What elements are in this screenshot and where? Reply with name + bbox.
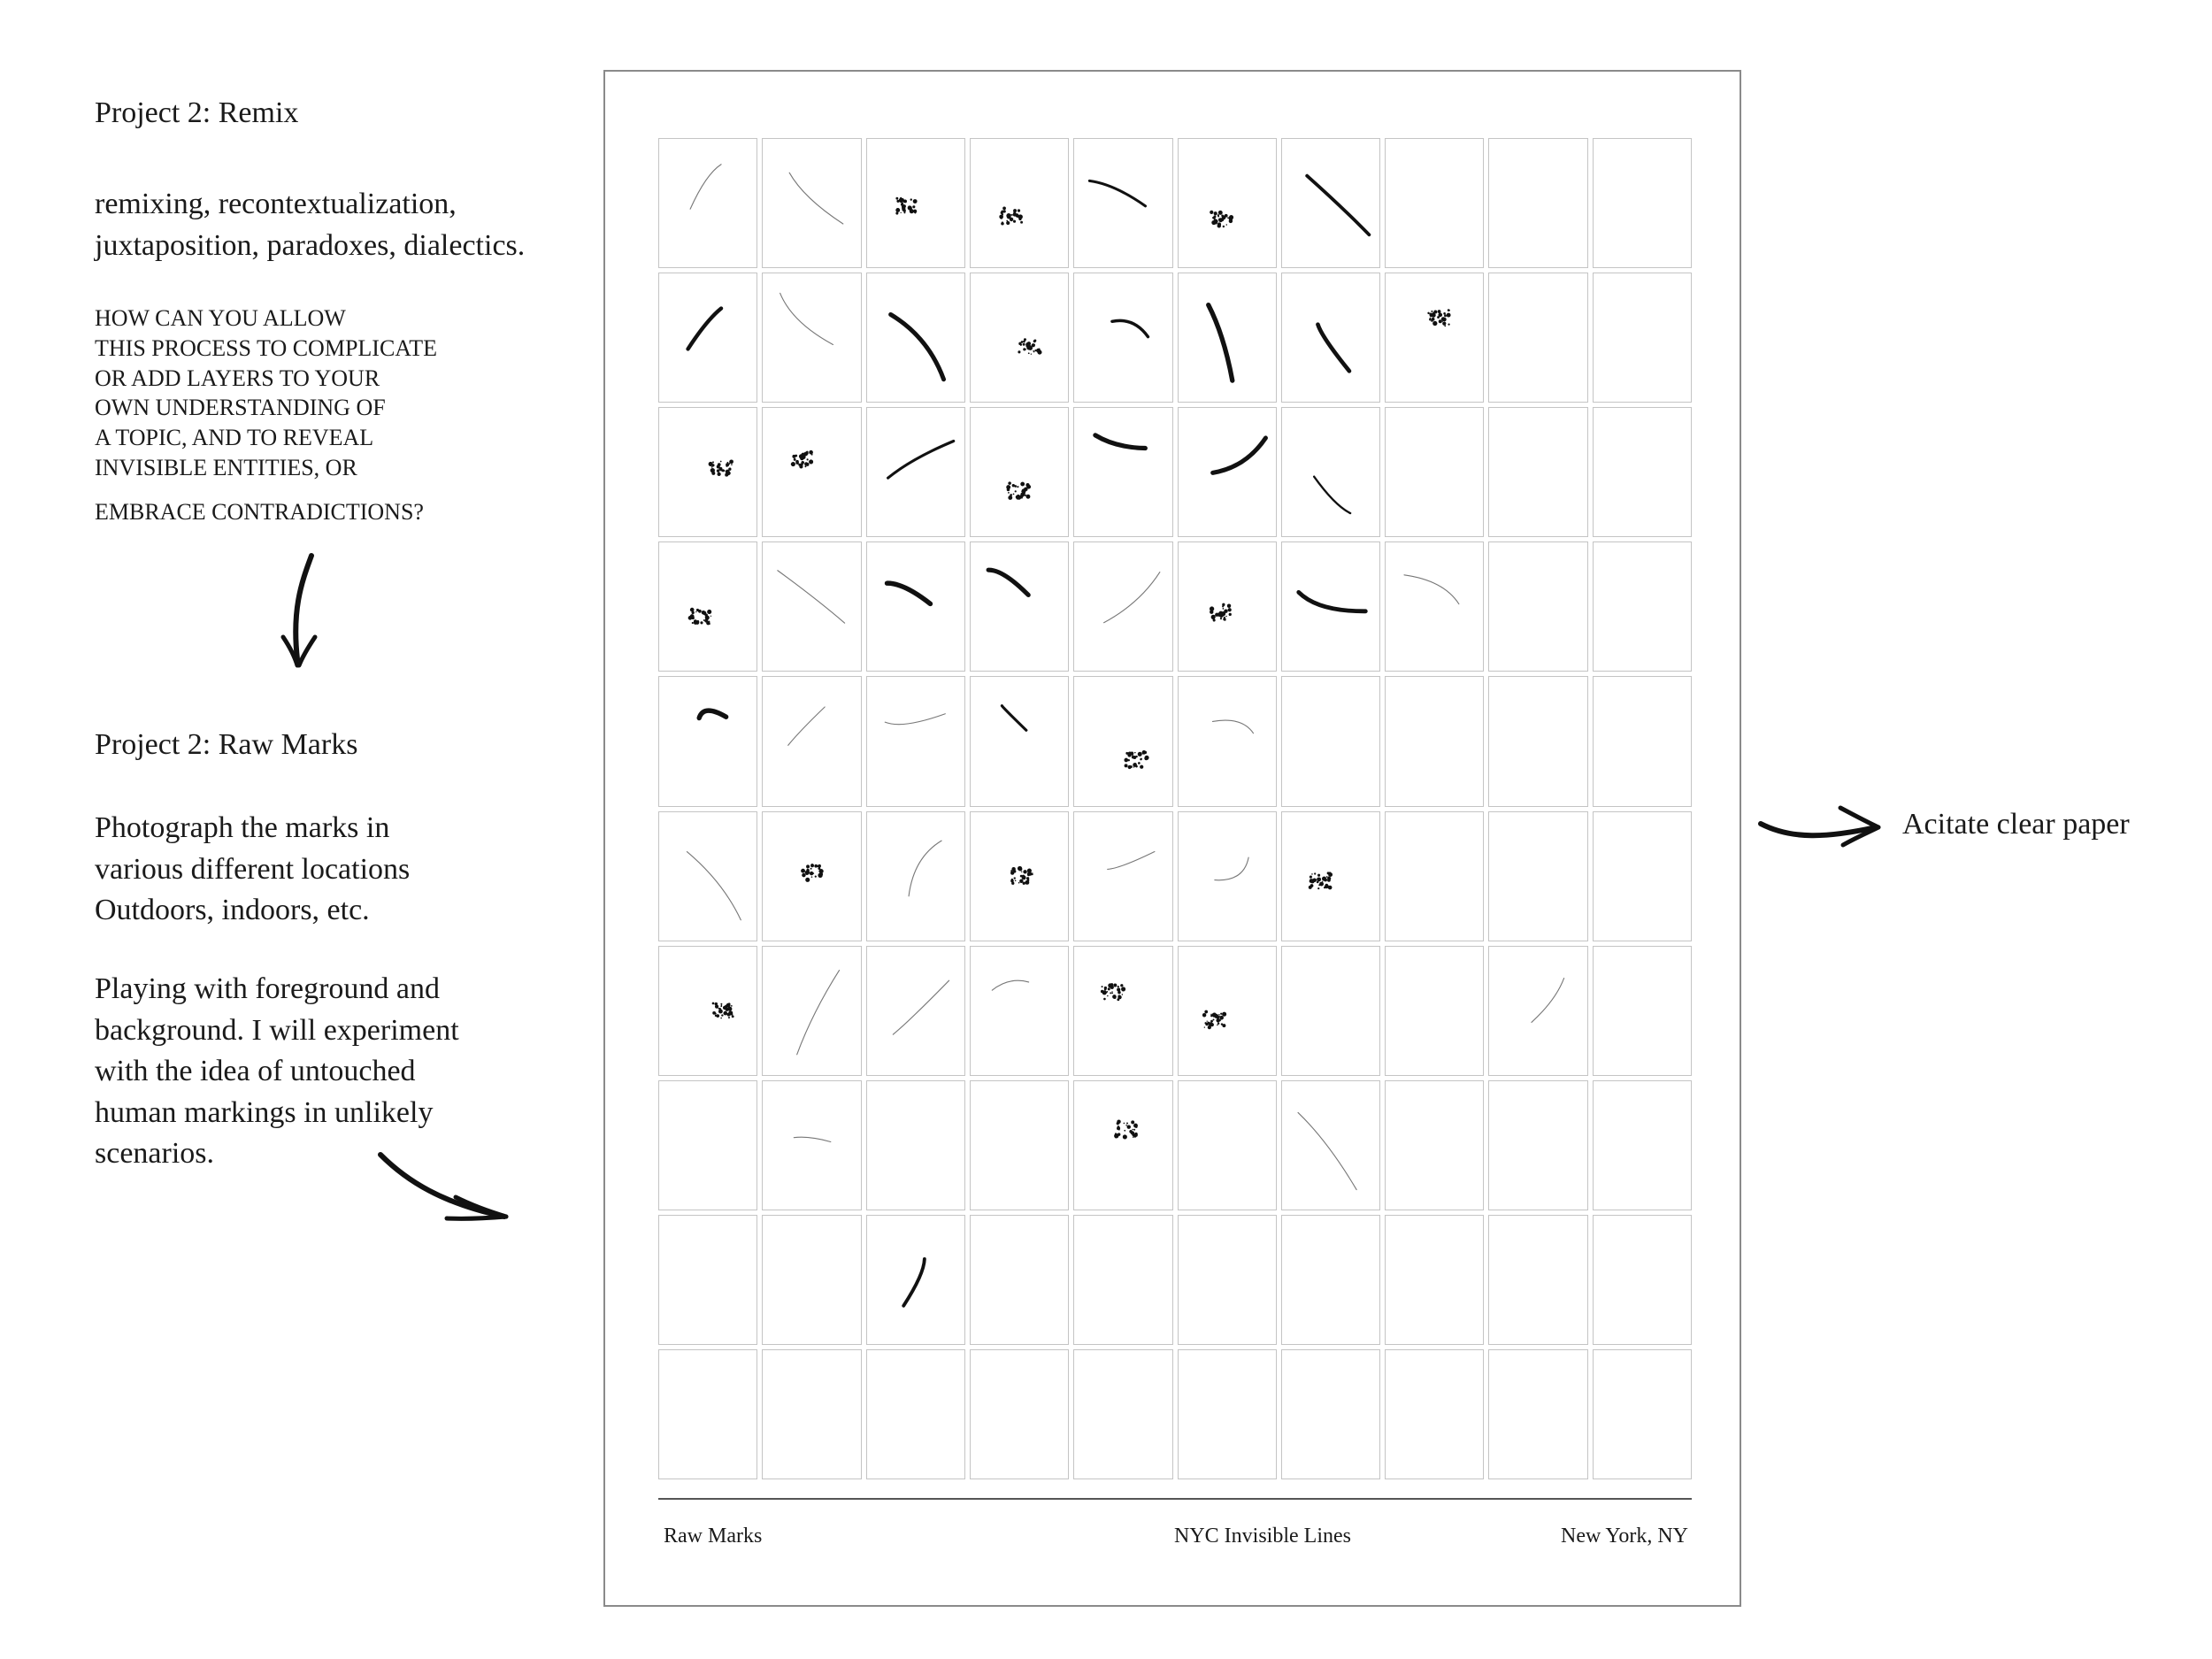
mark-cell [1281, 1349, 1380, 1479]
mark-cell [1178, 273, 1277, 403]
mark-cell [1073, 811, 1172, 941]
mark-cell [1073, 1215, 1172, 1345]
paragraph-line: scenarios. [95, 1137, 215, 1171]
ink-mark [867, 139, 964, 267]
mark-cell [1488, 1349, 1587, 1479]
remix-keywords [95, 184, 525, 266]
ink-mark [1179, 677, 1276, 805]
mark-cell [762, 946, 861, 1076]
mark-cell [1593, 541, 1692, 672]
mark-cell [1385, 811, 1484, 941]
mark-cell [866, 1080, 965, 1210]
mark-cell [1488, 811, 1587, 941]
ink-mark [763, 1081, 860, 1210]
mark-cell [1593, 1080, 1692, 1210]
mark-cell [1073, 273, 1172, 403]
raw-marks-paragraph-2 [95, 969, 459, 1175]
ink-mark [1074, 273, 1171, 402]
mark-cell [1385, 1215, 1484, 1345]
mark-cell [762, 273, 861, 403]
mark-cell [866, 1215, 965, 1345]
ink-mark [867, 812, 964, 941]
keywords-line: remixing, recontextualization, [95, 188, 457, 220]
remix-title: Project 2: Remix [95, 96, 299, 129]
mark-cell [1593, 1349, 1692, 1479]
ink-mark [1074, 947, 1171, 1075]
arrow-right-icon [1756, 801, 1889, 854]
mark-cell [762, 407, 861, 537]
mark-cell [658, 1349, 757, 1479]
mark-cell [1385, 407, 1484, 537]
ink-mark [1074, 139, 1171, 267]
contact-sheet [603, 70, 1741, 1607]
ink-mark [1074, 1081, 1171, 1210]
mark-cell [1073, 1080, 1172, 1210]
mark-cell [1385, 676, 1484, 806]
ink-mark [659, 812, 757, 941]
mark-cell [1073, 946, 1172, 1076]
mark-cell [970, 407, 1069, 537]
ink-mark [659, 408, 757, 536]
ink-mark [867, 677, 964, 805]
sheet-footer-center: NYC Invisible Lines [1174, 1525, 1351, 1548]
ink-mark [1282, 1081, 1379, 1210]
mark-cell [1385, 1080, 1484, 1210]
question-line: THIS PROCESS TO COMPLICATE [95, 334, 437, 361]
mark-cell [1178, 1080, 1277, 1210]
mark-cell [1488, 541, 1587, 672]
ink-mark [1179, 139, 1276, 267]
paragraph-line: Playing with foreground and [95, 972, 440, 1005]
mark-cell [1488, 676, 1587, 806]
ink-mark [763, 273, 860, 402]
ink-mark [659, 273, 757, 402]
mark-cell [1178, 946, 1277, 1076]
question-line: INVISIBLE ENTITIES, OR [95, 454, 357, 480]
ink-mark [1282, 812, 1379, 941]
mark-cell [970, 273, 1069, 403]
mark-cell [762, 541, 861, 672]
mark-cell [1385, 946, 1484, 1076]
ink-mark [971, 542, 1068, 671]
question-last-line: EMBRACE CONTRADICTIONS? [95, 499, 424, 525]
mark-cell [1593, 1215, 1692, 1345]
mark-cell [1281, 676, 1380, 806]
mark-cell [658, 541, 757, 672]
mark-cell [658, 811, 757, 941]
ink-mark [1074, 408, 1171, 536]
mark-cell [1593, 946, 1692, 1076]
mark-cell [1488, 138, 1587, 268]
side-note: Acitate clear paper [1902, 808, 2130, 841]
ink-mark [1179, 947, 1276, 1075]
ink-mark [659, 542, 757, 671]
mark-cell [970, 811, 1069, 941]
mark-cell [970, 138, 1069, 268]
ink-mark [659, 139, 757, 267]
mark-cell [762, 1349, 861, 1479]
mark-cell [1593, 273, 1692, 403]
question-line: OWN UNDERSTANDING OF [95, 395, 386, 421]
mark-cell [1488, 946, 1587, 1076]
mark-cell [762, 1080, 861, 1210]
mark-cell [1488, 273, 1587, 403]
mark-cell [1385, 273, 1484, 403]
mark-cell [1178, 676, 1277, 806]
ink-mark [1074, 812, 1171, 941]
marks-grid [658, 138, 1692, 1479]
paragraph-line: human markings in unlikely [95, 1095, 434, 1129]
mark-cell [1073, 138, 1172, 268]
mark-cell [970, 946, 1069, 1076]
mark-cell [1593, 676, 1692, 806]
mark-cell [658, 138, 757, 268]
mark-cell [970, 1349, 1069, 1479]
mark-cell [1281, 138, 1380, 268]
ink-mark [971, 812, 1068, 941]
ink-mark [971, 139, 1068, 267]
mark-cell [1385, 541, 1484, 672]
ink-mark [867, 1216, 964, 1344]
arrow-right-down-icon [372, 1146, 522, 1243]
mark-cell [1281, 811, 1380, 941]
mark-cell [1178, 138, 1277, 268]
mark-cell [1281, 1215, 1380, 1345]
ink-mark [1386, 273, 1483, 402]
ink-mark [763, 542, 860, 671]
question-line: OR ADD LAYERS TO YOUR [95, 365, 380, 391]
ink-mark [763, 408, 860, 536]
sheet-footer-left: Raw Marks [664, 1525, 763, 1548]
mark-cell [866, 273, 965, 403]
ink-mark [971, 677, 1068, 805]
mark-cell [1281, 541, 1380, 672]
ink-mark [763, 139, 860, 267]
mark-cell [1593, 138, 1692, 268]
mark-cell [658, 676, 757, 806]
mark-cell [1488, 1080, 1587, 1210]
ink-mark [867, 273, 964, 402]
mark-cell [866, 138, 965, 268]
paragraph-line: background. I will experiment [95, 1013, 459, 1047]
ink-mark [1179, 273, 1276, 402]
sheet-divider [658, 1498, 1692, 1500]
ink-mark [763, 947, 860, 1075]
ink-mark [867, 947, 964, 1075]
mark-cell [866, 541, 965, 672]
paragraph-line: with the idea of untouched [95, 1055, 416, 1088]
ink-mark [1179, 542, 1276, 671]
mark-cell [1178, 811, 1277, 941]
ink-mark [867, 542, 964, 671]
mark-cell [658, 1215, 757, 1345]
mark-cell [866, 407, 965, 537]
ink-mark [1179, 812, 1276, 941]
mark-cell [1073, 407, 1172, 537]
mark-cell [1281, 273, 1380, 403]
ink-mark [1386, 542, 1483, 671]
mark-cell [1281, 946, 1380, 1076]
mark-cell [762, 1215, 861, 1345]
ink-mark [1074, 542, 1171, 671]
ink-mark [763, 677, 860, 805]
question-line: A TOPIC, AND TO REVEAL [95, 425, 374, 451]
paragraph-line: Photograph the marks in [95, 811, 390, 844]
mark-cell [1178, 541, 1277, 672]
raw-marks-paragraph-1 [95, 808, 410, 932]
ink-mark [1282, 542, 1379, 671]
ink-mark [971, 947, 1068, 1075]
ink-mark [867, 408, 964, 536]
ink-mark [763, 812, 860, 941]
mark-cell [658, 1080, 757, 1210]
mark-cell [866, 1349, 965, 1479]
mark-cell [1385, 138, 1484, 268]
paragraph-line: various different locations [95, 852, 411, 886]
keywords-line: juxtaposition, paradoxes, dialectics. [95, 228, 526, 262]
ink-mark [971, 408, 1068, 536]
question-line: HOW CAN YOU ALLOW [95, 305, 346, 331]
raw-marks-title: Project 2: Raw Marks [95, 728, 358, 761]
mark-cell [1281, 407, 1380, 537]
mark-cell [1385, 1349, 1484, 1479]
mark-cell [762, 676, 861, 806]
mark-cell [866, 811, 965, 941]
mark-cell [1073, 541, 1172, 672]
mark-cell [1178, 407, 1277, 537]
ink-mark [1282, 408, 1379, 536]
mark-cell [658, 407, 757, 537]
mark-cell [1281, 1080, 1380, 1210]
ink-mark [1074, 677, 1171, 805]
ink-mark [659, 677, 757, 805]
ink-mark [659, 947, 757, 1075]
mark-cell [1073, 1349, 1172, 1479]
mark-cell [1593, 407, 1692, 537]
mark-cell [970, 1215, 1069, 1345]
mark-cell [1488, 1215, 1587, 1345]
mark-cell [970, 1080, 1069, 1210]
mark-cell [866, 676, 965, 806]
mark-cell [970, 541, 1069, 672]
ink-mark [1282, 273, 1379, 402]
mark-cell [1073, 676, 1172, 806]
mark-cell [762, 811, 861, 941]
mark-cell [1488, 407, 1587, 537]
mark-cell [658, 273, 757, 403]
mark-cell [1178, 1349, 1277, 1479]
ink-mark [971, 273, 1068, 402]
sheet-footer-right: New York, NY [1560, 1525, 1688, 1548]
mark-cell [1593, 811, 1692, 941]
mark-cell [1178, 1215, 1277, 1345]
arrow-down-curved-icon [265, 549, 345, 681]
mark-cell [762, 138, 861, 268]
ink-mark [1282, 139, 1379, 267]
remix-question [95, 303, 437, 483]
ink-mark [1179, 408, 1276, 536]
mark-cell [658, 946, 757, 1076]
ink-mark [1489, 947, 1586, 1075]
mark-cell [866, 946, 965, 1076]
paragraph-line: Outdoors, indoors, etc. [95, 894, 370, 927]
mark-cell [970, 676, 1069, 806]
